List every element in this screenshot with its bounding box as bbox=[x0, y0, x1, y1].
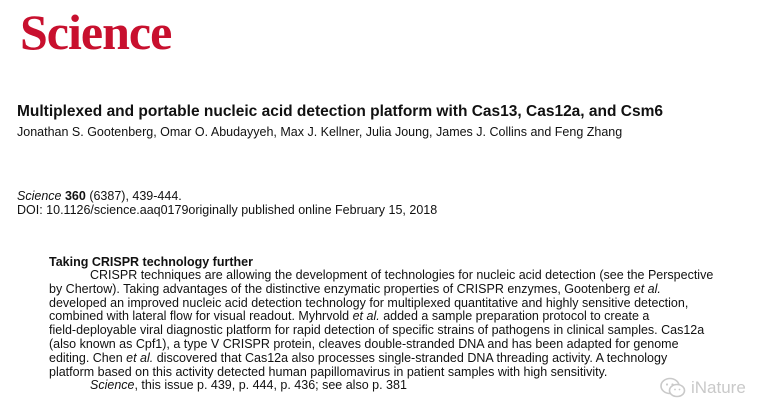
et-al: et al. bbox=[126, 350, 154, 365]
wechat-icon bbox=[660, 377, 686, 399]
science-logo: Science bbox=[20, 4, 172, 60]
abstract-line: CRISPR techniques are allowing the development of technologies for nucleic acid detection (see the Perspective bbox=[90, 268, 714, 282]
abstract-line: platform based on this activity detected human papillomavirus in patient samples with high sensitivity. bbox=[49, 364, 608, 379]
et-al: et al. bbox=[633, 281, 661, 296]
article-authors: Jonathan S. Gootenberg, Omar O. Abudayyeh, Max J. Kellner, Julia Joung, James J. Collins and Feng Zhang bbox=[17, 125, 623, 139]
doi-line: DOI: 10.1126/science.aaq0179originally published online February 15, 2018 bbox=[17, 203, 438, 217]
abstract-line: editing. Chen et al. discovered that Cas12a also processes single-stranded DNA threading activity. A technology bbox=[49, 350, 668, 365]
citation-volume: 360 bbox=[64, 189, 86, 203]
citation-rest: (6387), 439-444. bbox=[89, 189, 182, 203]
abstract-line: by Chertow). Taking advantages of the distinctive enzymatic properties of CRISPR enzymes, Gootenberg et al. bbox=[49, 281, 661, 296]
article-title: Multiplexed and portable nucleic acid detection platform with Cas13, Cas12a, and Csm6 bbox=[17, 103, 663, 120]
abstract-line: Science, this issue p. 439, p. 444, p. 436; see also p. 381 bbox=[90, 378, 407, 393]
abstract-body bbox=[49, 269, 772, 393]
abstract-line: developed an improved nucleic acid detection technology for multiplexed quantitative and highly sensitive detection, bbox=[49, 295, 689, 310]
abstract-journal: Science bbox=[90, 378, 135, 393]
abstract-line: field-deployable viral diagnostic platform for rapid detection of specific strains of pathogens in clinical samples. Cas12a bbox=[49, 323, 705, 338]
abstract-line: (also known as Cpf1), a type V CRISPR protein, cleaves double-stranded DNA and has been adapted for genome bbox=[49, 336, 679, 351]
watermark bbox=[660, 377, 746, 399]
et-al: et al. bbox=[352, 309, 380, 324]
citation bbox=[17, 189, 182, 203]
citation-journal: Science bbox=[17, 189, 62, 203]
abstract-line: combined with lateral flow for visual readout. Myhrvold et al. added a sample preparation protocol to create a bbox=[49, 309, 650, 324]
watermark-text: iNature bbox=[691, 378, 746, 397]
abstract-heading: Taking CRISPR technology further bbox=[49, 255, 253, 269]
